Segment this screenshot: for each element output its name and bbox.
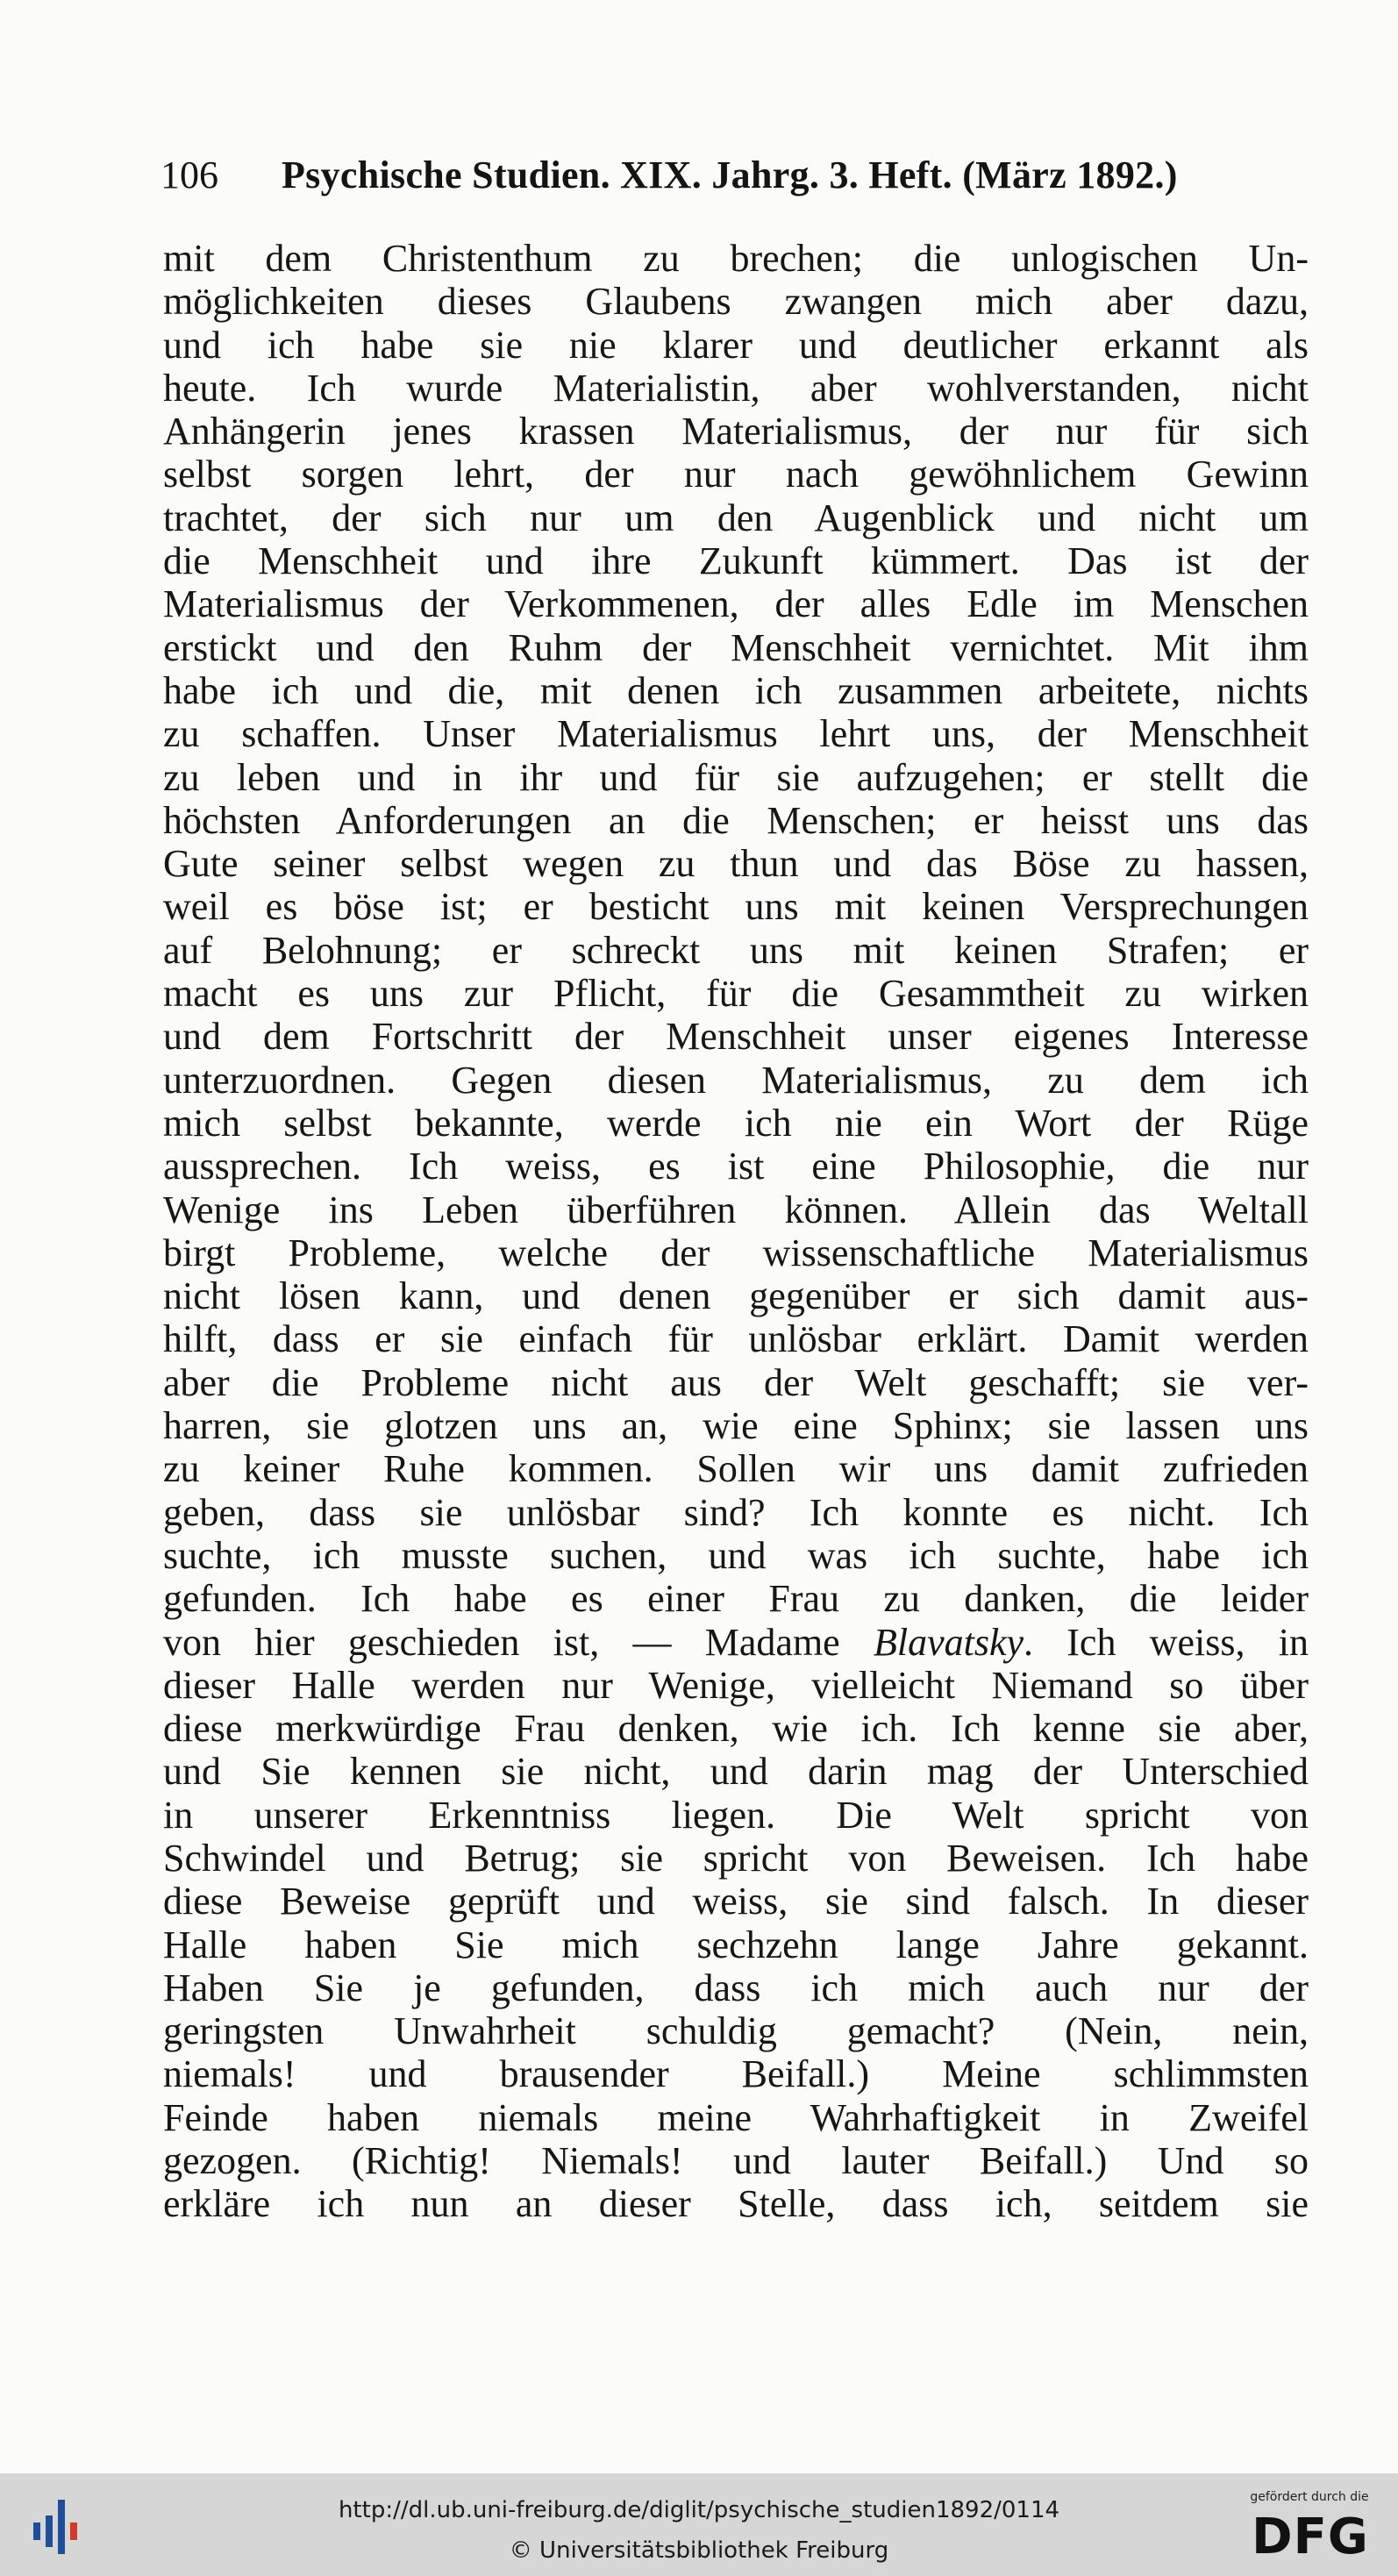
footer-url[interactable]: http://dl.ub.uni-freiburg.de/diglit/psychische_studien1892/0114	[338, 2497, 1060, 2523]
text-line: Wenige ins Leben überführen können. Allein das Weltall	[163, 1188, 1309, 1231]
text-line: heute. Ich wurde Materialistin, aber wohlverstanden, nicht	[163, 366, 1309, 410]
text-line: und dem Fortschritt der Menschheit unser eigenes Interesse	[163, 1015, 1309, 1059]
dfg-logo	[1235, 2489, 1384, 2568]
text-line: selbst sorgen lehrt, der nur nach gewöhnlichem Gewinn	[163, 453, 1309, 496]
footer-copyright: © Universitätsbibliothek Freiburg	[509, 2537, 889, 2564]
text-line: Schwindel und Betrug; sie spricht von Beweisen. Ich habe	[163, 1836, 1309, 1880]
page-header	[160, 149, 1195, 202]
text-line	[163, 1621, 1309, 1664]
text-line: zu keiner Ruhe kommen. Sollen wir uns damit zufrieden	[163, 1447, 1309, 1491]
text-line: habe ich und die, mit denen ich zusammen arbeitete, nichts	[163, 668, 1309, 712]
text-line: und ich habe sie nie klarer und deutlicher erkannt als	[163, 323, 1309, 367]
emphasized-name: Blavatsky	[873, 1620, 1024, 1664]
text-line: auf Belohnung; er schreckt uns mit keinen Strafen; er	[163, 928, 1309, 972]
text-line: trachtet, der sich nur um den Augenblick und nicht um	[163, 496, 1309, 539]
dfg-note: gefördert durch die	[1250, 2490, 1369, 2504]
text-line: diese Beweise geprüft und weiss, sie sind falsch. In dieser	[163, 1880, 1309, 1923]
footer-bar	[0, 2473, 1398, 2576]
text-line: gefunden. Ich habe es einer Frau zu danken, die leider	[163, 1577, 1309, 1621]
text-line: und Sie kennen sie nicht, und darin mag der Unterschied	[163, 1750, 1309, 1794]
text-line: diese merkwürdige Frau denken, wie ich. Ich kenne sie aber,	[163, 1707, 1309, 1751]
running-head: Psychische Studien. XIX. Jahrg. 3. Heft. (März 1892.)	[282, 153, 1178, 196]
text-line: geringsten Unwahrheit schuldig gemacht? (Nein, nein,	[163, 2009, 1309, 2053]
text-line: höchsten Anforderungen an die Menschen; er heisst uns das	[163, 798, 1309, 842]
text-line: Feinde haben niemals meine Wahrhaftigkeit in Zweifel	[163, 2095, 1309, 2139]
text-line: aussprechen. Ich weiss, es ist eine Philosophie, die nur	[163, 1145, 1309, 1188]
text-line: nicht lösen kann, und denen gegenüber er sich damit aus-	[163, 1274, 1309, 1318]
text-line: mit dem Christenthum zu brechen; die unlogischen Un-	[163, 237, 1309, 280]
text-line: birgt Probleme, welche der wissenschaftliche Materialismus	[163, 1231, 1309, 1274]
body-text	[163, 237, 1309, 2226]
text-line: weil es böse ist; er besticht uns mit keinen Versprechungen	[163, 885, 1309, 929]
text-line: erkläre ich nun an dieser Stelle, dass ich, seitdem sie	[163, 2182, 1309, 2226]
text-line: niemals! und brausender Beifall.) Meine schlimmsten	[163, 2052, 1309, 2096]
text-line: unterzuordnen. Gegen diesen Materialismus, zu dem ich	[163, 1058, 1309, 1102]
text-line: geben, dass sie unlösbar sind? Ich konnte es nicht. Ich	[163, 1490, 1309, 1534]
text-line: zu schaffen. Unser Materialismus lehrt uns, der Menschheit	[163, 712, 1309, 756]
text-line: harren, sie glotzen uns an, wie eine Sphinx; sie lassen uns	[163, 1404, 1309, 1448]
text-line: hilft, dass er sie einfach für unlösbar erklärt. Damit werden	[163, 1317, 1309, 1361]
text-line: Materialismus der Verkommenen, der alles Edle im Menschen	[163, 582, 1309, 626]
page-number: 106	[160, 153, 218, 196]
text-segment: . Ich weiss, in	[1024, 1620, 1309, 1664]
text-line: die Menschheit und ihre Zukunft kümmert. Das ist der	[163, 539, 1309, 583]
dfg-mark: DFG	[1252, 2508, 1369, 2565]
text-line: zu leben und in ihr und für sie aufzugehen; er stellt die	[163, 755, 1309, 799]
text-line: macht es uns zur Pflicht, für die Gesammtheit zu wirken	[163, 972, 1309, 1016]
text-line: Halle haben Sie mich sechzehn lange Jahre gekannt.	[163, 1923, 1309, 1966]
text-line: dieser Halle werden nur Wenige, vielleicht Niemand so über	[163, 1663, 1309, 1707]
text-line: Anhängerin jenes krassen Materialismus, der nur für sich	[163, 410, 1309, 453]
text-line: Haben Sie je gefunden, dass ich mich auch nur der	[163, 1966, 1309, 2009]
text-line: erstickt und den Ruhm der Menschheit vernichtet. Mit ihm	[163, 625, 1309, 669]
text-line: mich selbst bekannte, werde ich nie ein Wort der Rüge	[163, 1101, 1309, 1145]
text-line: suchte, ich musste suchen, und was ich suchte, habe ich	[163, 1533, 1309, 1577]
text-line: in unserer Erkenntniss liegen. Die Welt spricht von	[163, 1793, 1309, 1837]
text-line: gezogen. (Richtig! Niemals! und lauter Beifall.) Und so	[163, 2139, 1309, 2183]
text-segment: von hier geschieden ist, — Madame	[163, 1620, 874, 1664]
text-line: möglichkeiten dieses Glaubens zwangen mich aber dazu,	[163, 280, 1309, 324]
text-line: aber die Probleme nicht aus der Welt geschafft; sie ver-	[163, 1360, 1309, 1404]
text-line: Gute seiner selbst wegen zu thun und das Böse zu hassen,	[163, 842, 1309, 886]
